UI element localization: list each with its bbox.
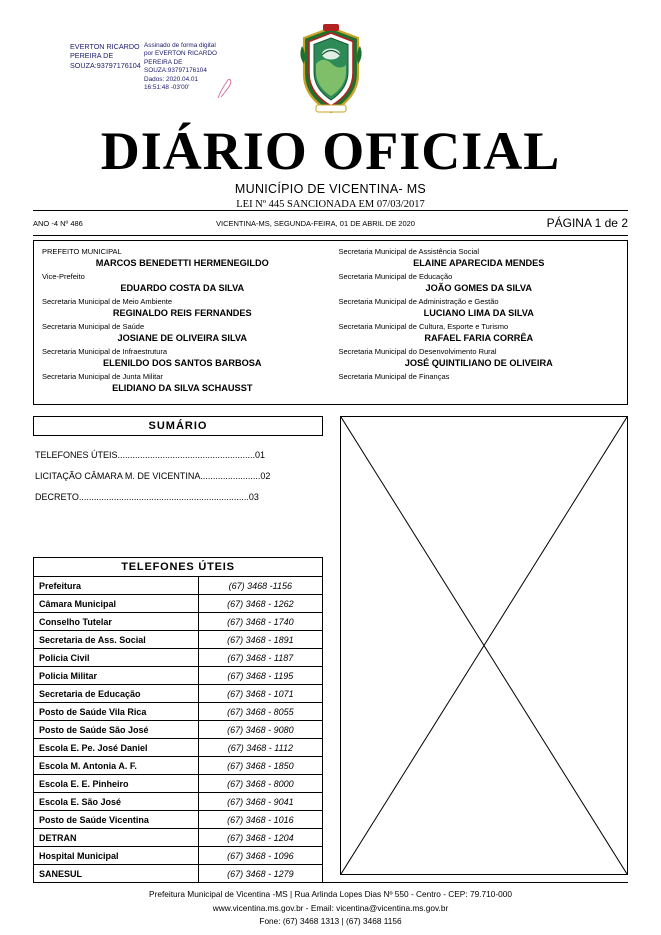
summary-section <box>33 416 323 508</box>
official-name: ELENILDO DOS SANTOS BARBOSA <box>102 358 262 368</box>
issue-number: ANO -4 Nº 486 <box>33 218 83 228</box>
table-row <box>34 595 323 613</box>
table-row <box>34 847 323 865</box>
official-name: EDUARDO COSTA DA SILVA <box>120 283 245 293</box>
digital-signature-stamp <box>70 42 285 104</box>
issue-info-bar <box>33 210 628 236</box>
phone-entry-number: (67) 3468 - 1262 <box>198 595 322 613</box>
phone-entry-number: (67) 3468 - 9041 <box>198 793 322 811</box>
phone-entry-name: Escola M. Antonia A. F. <box>34 757 199 775</box>
phone-entry-number: (67) 3468 - 1850 <box>198 757 322 775</box>
official-role: Secretaria Municipal do Desenvolvimento Rural <box>338 347 497 356</box>
phone-entry-number: (67) 3468 - 1016 <box>198 811 322 829</box>
official-role: Vice-Prefeito <box>42 272 85 281</box>
phone-entry-name: Escola E. Pe. José Daniel <box>34 739 199 757</box>
official-role: Secretaria Municipal de Junta Militar <box>42 372 163 381</box>
phone-entry-name: Posto de Saúde Vicentina <box>34 811 199 829</box>
phone-entry-name: Câmara Municipal <box>34 595 199 613</box>
phone-entry-number: (67) 3468 - 8055 <box>198 703 322 721</box>
table-row <box>34 631 323 649</box>
useful-phones-title: TELEFONES ÚTEIS <box>33 557 323 576</box>
cross-out-lines-icon <box>341 417 627 874</box>
list-item: DECRETO....................................................................03 <box>35 492 259 502</box>
phone-entry-name: Escola E. São José <box>34 793 199 811</box>
official-role: PREFEITO MUNICIPAL <box>42 247 122 256</box>
list-item: LICITAÇÃO CÂMARA M. DE VICENTINA........................02 <box>35 471 271 481</box>
official-role: Secretaria Municipal de Finanças <box>338 372 450 381</box>
table-row <box>34 829 323 847</box>
table-row <box>34 685 323 703</box>
phone-entry-number: (67) 3468 - 1204 <box>198 829 322 847</box>
phone-entry-name: Hospital Municipal <box>34 847 199 865</box>
official-role: Secretaria Municipal de Cultura, Esporte e Turismo <box>338 322 509 331</box>
useful-phones-table <box>33 576 323 883</box>
issue-date: VICENTINA-MS, SEGUNDA-FEIRA, 01 DE ABRIL DE 2020 <box>216 218 415 228</box>
masthead-subtitle: MUNICÍPIO DE VICENTINA- MS <box>234 182 427 196</box>
phone-entry-number: (67) 3468 - 1891 <box>198 631 322 649</box>
phone-entry-name: Conselho Tutelar <box>34 613 199 631</box>
signature-squiggle-icon <box>215 78 235 100</box>
phone-entry-name: Secretaria de Educação <box>34 685 199 703</box>
official-name: RAFAEL FARIA CORRÊA <box>424 333 534 343</box>
phone-entry-name: Policia Militar <box>34 667 199 685</box>
phone-entry-number: (67) 3468 - 1112 <box>198 739 322 757</box>
phone-entry-number: (67) 3468 - 1195 <box>198 667 322 685</box>
footer-address: Prefeitura Municipal de Vicentina -MS | Rua Arlinda Lopes Dias Nº 550 - Centro - CEP: 79.710-000 <box>149 889 512 899</box>
useful-phones-section <box>33 557 323 883</box>
summary-list <box>33 445 323 508</box>
phone-entry-name: DETRAN <box>34 829 199 847</box>
phone-entry-name: Prefeitura <box>34 577 199 595</box>
table-row <box>34 721 323 739</box>
phone-entry-name: Posto de Saúde São José <box>34 721 199 739</box>
official-name: ELAINE APARECIDA MENDES <box>413 258 545 268</box>
phone-entry-number: (67) 3468 - 9080 <box>198 721 322 739</box>
table-row <box>34 757 323 775</box>
phone-entry-name: Escola E. E. Pinheiro <box>34 775 199 793</box>
summary-title: SUMÁRIO <box>33 416 323 436</box>
table-row <box>34 739 323 757</box>
list-item: TELEFONES ÚTEIS.......................................................01 <box>35 450 266 460</box>
official-role: Secretaria Municipal de Meio Ambiente <box>42 297 173 306</box>
table-row <box>34 577 323 595</box>
page-number: PÁGINA 1 de 2 <box>546 216 628 230</box>
official-role: Secretaria Municipal de Saúde <box>42 322 145 331</box>
masthead <box>0 122 661 210</box>
phone-entry-number: (67) 3468 -1156 <box>198 577 322 595</box>
phone-entry-number: (67) 3468 - 1740 <box>198 613 322 631</box>
blank-crossed-area <box>340 416 628 875</box>
masthead-law-reference: LEI Nº 445 SANCIONADA EM 07/03/2017 <box>236 199 425 210</box>
officials-box <box>33 240 628 405</box>
official-name: JOÃO GOMES DA SILVA <box>425 283 532 293</box>
footer-phone: Fone: (67) 3468 1313 | (67) 3468 1156 <box>259 916 402 926</box>
phone-entry-name: Posto de Saúde Vila Rica <box>34 703 199 721</box>
table-row <box>34 613 323 631</box>
official-name: LUCIANO LIMA DA SILVA <box>423 308 534 318</box>
phone-entry-name: SANESUL <box>34 865 199 883</box>
table-row <box>34 865 323 883</box>
signature-details: Assinado de forma digital por EVERTON RICARDO PEREIRA DE SOUZA:93797176104 Dados: 2020.04.01 16:51:48 -03'00' <box>144 42 217 92</box>
signature-name: EVERTON RICARDO PEREIRA DE SOUZA:93797176104 <box>70 42 141 70</box>
official-name: ELIDIANO DA SILVA SCHAUSST <box>112 383 253 393</box>
official-role: Secretaria Municipal de Administração e Gestão <box>338 297 499 306</box>
officials-column-left <box>34 246 331 404</box>
municipal-coat-of-arms-icon <box>296 24 366 116</box>
official-name: MARCOS BENEDETTI HERMENEGILDO <box>95 258 269 268</box>
table-row <box>34 793 323 811</box>
table-row <box>34 667 323 685</box>
table-row <box>34 811 323 829</box>
footer-contact: www.vicentina.ms.gov.br - Email: vicentina@vicentina.ms.gov.br <box>212 902 449 913</box>
phone-entry-number: (67) 3468 - 1187 <box>198 649 322 667</box>
official-name: JOSÉ QUINTILIANO DE OLIVEIRA <box>404 358 553 368</box>
officials-column-right <box>331 246 628 404</box>
phone-entry-number: (67) 3468 - 1096 <box>198 847 322 865</box>
table-row <box>34 649 323 667</box>
official-role: Secretaria Municipal de Educação <box>338 272 453 281</box>
phone-entry-name: Policia Civil <box>34 649 199 667</box>
official-role: Secretaria Municipal de Infraestrutura <box>42 347 168 356</box>
phone-entry-number: (67) 3468 - 1071 <box>198 685 322 703</box>
official-role: Secretaria Municipal de Assistência Social <box>338 247 479 256</box>
phone-entry-number: (67) 3468 - 1279 <box>198 865 322 883</box>
table-row <box>34 703 323 721</box>
phone-entry-number: (67) 3468 - 8000 <box>198 775 322 793</box>
official-name: REGINALDO REIS FERNANDES <box>112 308 252 318</box>
official-name: JOSIANE DE OLIVEIRA SILVA <box>117 333 247 343</box>
phone-entry-name: Secretaria de Ass. Social <box>34 631 199 649</box>
page-footer <box>33 882 628 929</box>
page-title: DIÁRIO OFICIAL <box>100 121 561 181</box>
table-row <box>34 775 323 793</box>
